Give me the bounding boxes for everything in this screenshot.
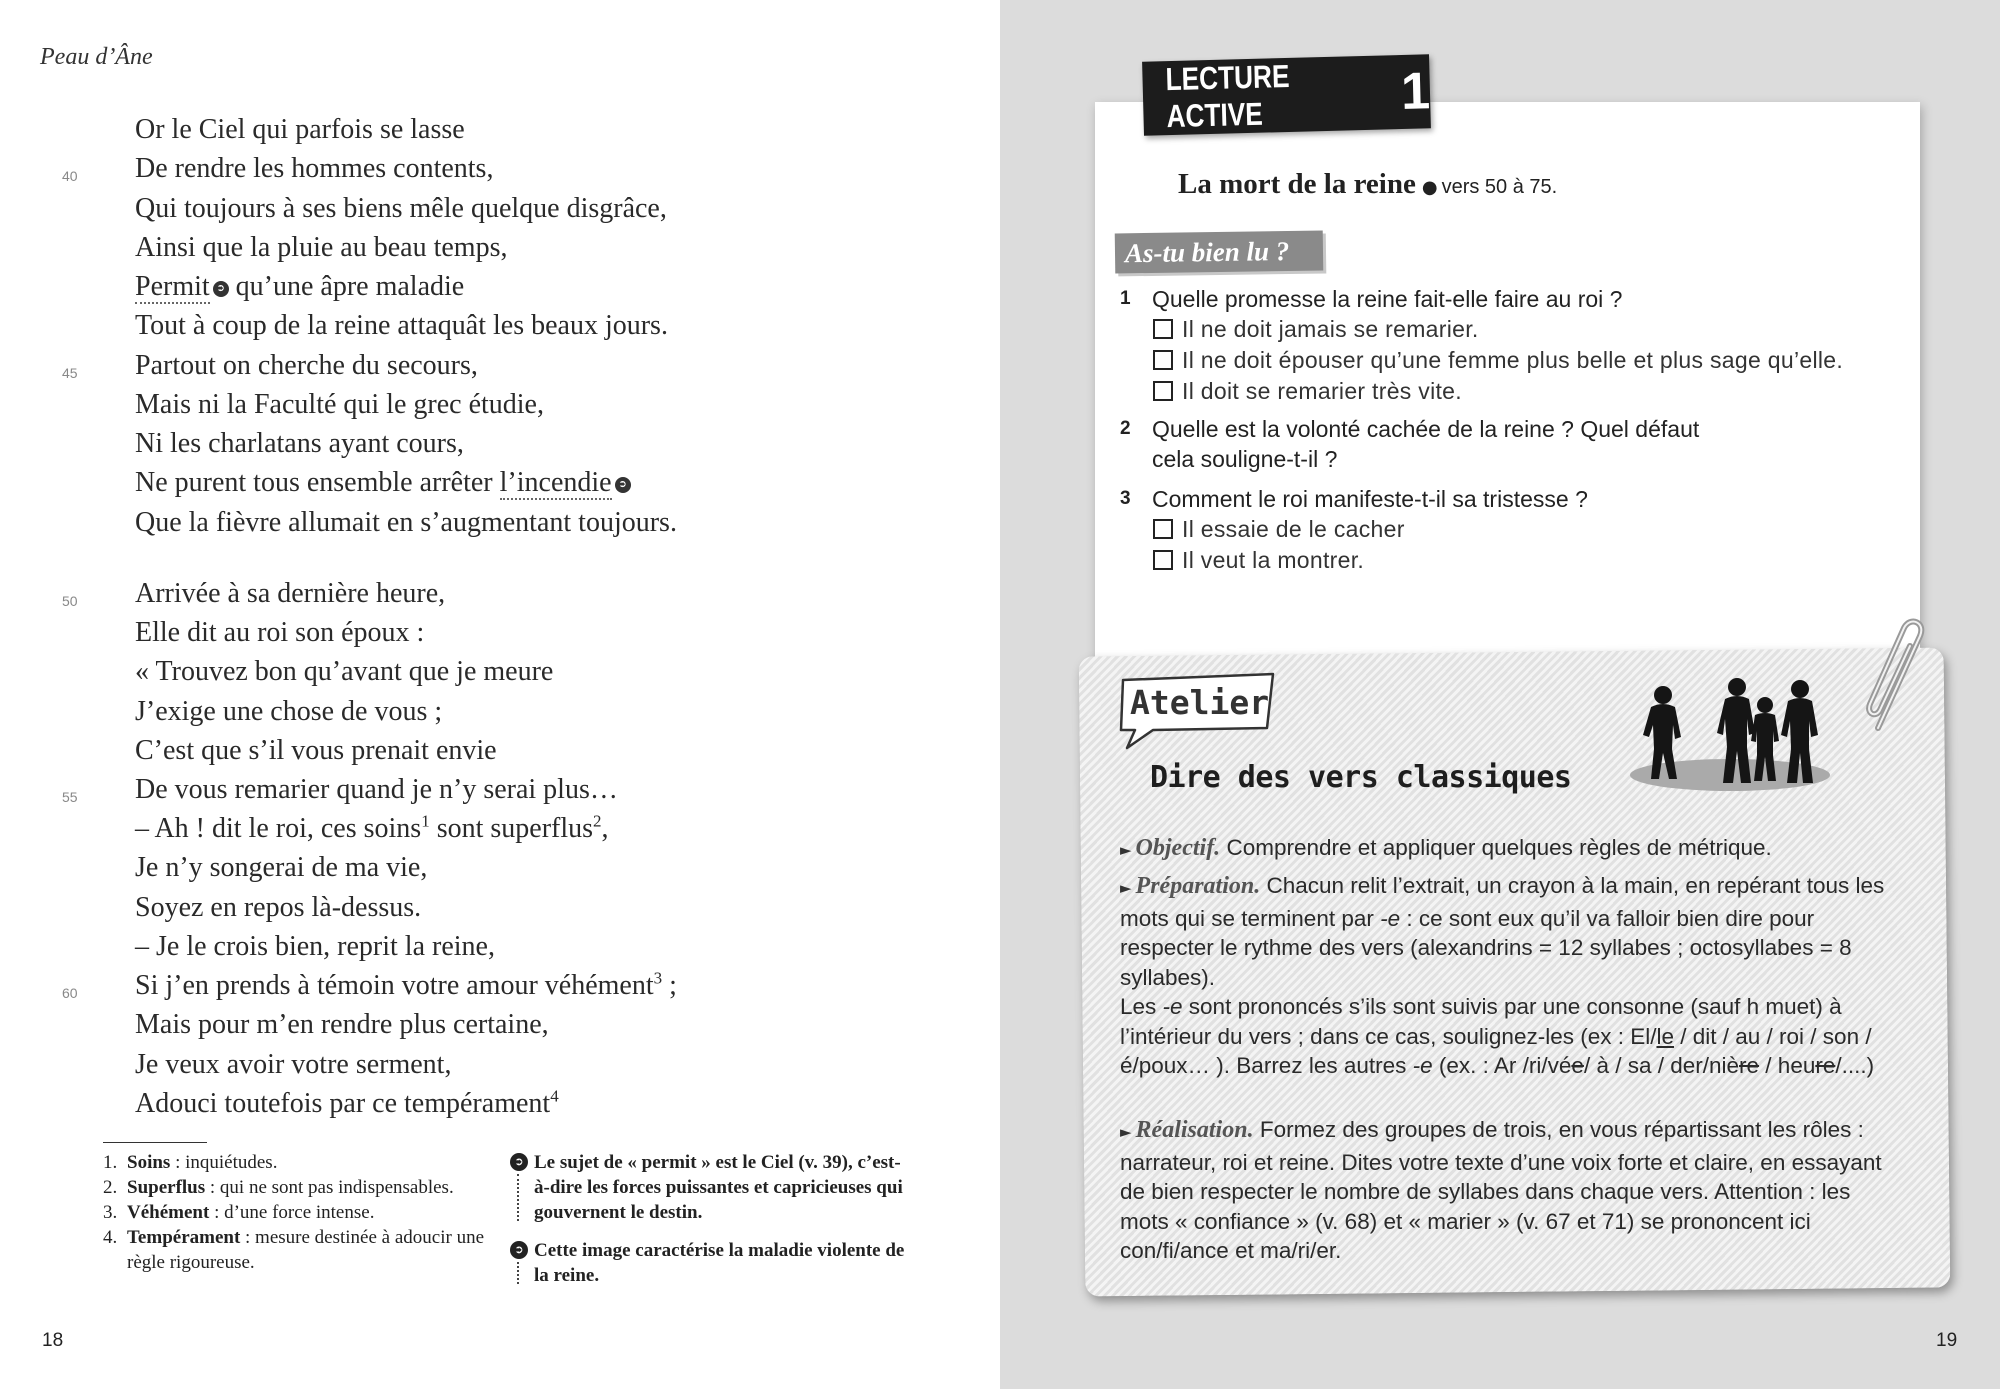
question-text: Comment le roi manifeste-t-il sa tristesse ? [1152, 486, 1588, 512]
poem-line: – Je le crois bien, reprit la reine, [135, 931, 495, 962]
triangle-icon: ► [1120, 879, 1132, 897]
poem-line-text: Si j’en prends à témoin votre amour véhément [135, 970, 654, 1001]
arrow-icon: ➲ [510, 1153, 528, 1171]
preparation-text: (ex. : Ar /ri/vé [1432, 1053, 1572, 1078]
bullet-icon: ● [1421, 177, 1438, 198]
line-number: 40 [62, 168, 78, 184]
poem-line: Partout on cherche du secours, [135, 350, 478, 381]
question-text: Quelle promesse la reine fait-elle faire au roi ? [1152, 286, 1623, 312]
group-silhouette-icon [1625, 675, 1835, 795]
answer-option[interactable] [1153, 376, 1462, 406]
poem-line [135, 813, 609, 845]
ending-e: -e [1162, 994, 1183, 1019]
poem-line: De rendre les hommes contents, [135, 153, 494, 184]
question-number: 1 [1120, 288, 1131, 309]
poem-line: Elle dit au roi son époux : [135, 617, 425, 648]
checkbox[interactable] [1153, 519, 1173, 539]
poem-line-text: ; [662, 970, 677, 1001]
line-number: 55 [62, 789, 78, 805]
footnote [103, 1175, 503, 1200]
gloss-note [510, 1150, 914, 1225]
reading-title [1178, 168, 1557, 201]
poem-line: J’exige une chose de vous ; [135, 696, 443, 727]
answer-text: Il ne doit épouser qu’une femme plus belle et plus sage qu’elle. [1182, 347, 1844, 373]
poem-line: Tout à coup de la reine attaquât les beaux jours. [135, 310, 668, 341]
gloss-text: Le sujet de « permit » est le Ciel (v. 39), c’est-à-dire les forces puissantes et capricieuses qui gouvernent le destin. [534, 1152, 903, 1223]
poem-line: Ainsi que la pluie au beau temps, [135, 232, 508, 263]
gloss-marker-icon: ➲ [615, 477, 631, 493]
paperclip-icon [1858, 616, 1938, 736]
footnote-number: 2. [103, 1177, 118, 1198]
tab-number: 1 [1400, 62, 1431, 121]
poem-line: Mais ni la Faculté qui le grec étudie, [135, 389, 544, 420]
preparation-paragraph [1120, 871, 1900, 1081]
footnote-definition: : qui ne sont pas indispensables. [205, 1177, 454, 1198]
answer-text: Il ne doit jamais se remarier. [1182, 316, 1479, 342]
checkbox[interactable] [1153, 350, 1173, 370]
poem-line-text: Adouci toutefois par ce tempérament [135, 1088, 551, 1119]
poem-line: De vous remarier quand je n’y serai plus… [135, 774, 618, 805]
realisation-paragraph [1120, 1115, 1900, 1266]
preparation-text: Chacun relit l’extrait, un crayon à la main, en repérant tous les mots qui se terminent par [1120, 873, 1885, 931]
preparation-text: / dit / au / roi / son / é/poux… ). Barrez les autres [1120, 1023, 1872, 1078]
poem-line: Je veux avoir votre serment, [135, 1049, 452, 1080]
question [1120, 484, 1760, 514]
question-number: 3 [1120, 488, 1131, 509]
poem-line: Mais pour m’en rendre plus certaine, [135, 1009, 549, 1040]
realisation-label: Réalisation. [1135, 1117, 1254, 1143]
footnote-ref[interactable]: 2 [593, 811, 602, 831]
answer-option[interactable] [1153, 514, 1405, 544]
footnote-divider [103, 1142, 207, 1143]
footnote-number: 3. [103, 1202, 118, 1223]
checkbox[interactable] [1153, 381, 1173, 401]
footnote-ref[interactable]: 4 [550, 1086, 559, 1106]
realisation-text: Formez des groupes de trois, en vous répartissant les rôles : narrateur, roi et reine. Dites votre texte d’une voix forte et claire, en essayant de bien respecter le nombre de syllabes dans chaque vers. Attention : les mots « confiance » (v. 68) et « marier » (v. 67 et 71) se prononcent ici con/fi/ance et ma/ri/er. [1120, 1117, 1882, 1263]
triangle-icon: ► [1120, 841, 1132, 859]
answer-option[interactable] [1153, 345, 1843, 375]
preparation-text: / à / sa / der/niè [1583, 1053, 1740, 1078]
atelier-title: Dire des vers classiques [1150, 760, 1572, 795]
answer-option[interactable] [1153, 314, 1479, 344]
poem-line: C’est que s’il vous prenait envie [135, 735, 497, 766]
footnote-definition: : d’une force intense. [209, 1202, 375, 1223]
underlined-syllable: le [1656, 1023, 1674, 1049]
poem-line: Que la fièvre allumait en s’augmentant toujours. [135, 507, 677, 538]
poem-line-text: , [601, 813, 609, 844]
poem-line: Je n’y songerai de ma vie, [135, 852, 428, 883]
poem-line: Arrivée à sa dernière heure, [135, 578, 446, 609]
footnote-number: 4. [103, 1227, 118, 1248]
footnote-term: Soins [127, 1152, 171, 1173]
gloss-text: Cette image caractérise la maladie violente de la reine. [534, 1240, 905, 1286]
objective-label: Objectif. [1135, 835, 1221, 861]
objective-text: Comprendre et appliquer quelques règles de métrique. [1220, 835, 1772, 860]
tab-label: LECTURE ACTIVE [1165, 57, 1290, 135]
struck-syllable: re [1815, 1053, 1836, 1078]
poem-line: « Trouvez bon qu’avant que je meure [135, 656, 554, 687]
gloss-marker-icon: ➲ [213, 281, 229, 297]
preparation-label: Préparation. [1135, 873, 1261, 899]
footnotes [103, 1150, 503, 1275]
question-text: Quelle est la volonté cachée de la reine ? Quel défaut cela souligne-t-il ? [1152, 416, 1700, 472]
question [1120, 284, 1760, 314]
poem-line: Soyez en repos là-dessus. [135, 892, 422, 923]
footnote [103, 1225, 503, 1275]
glossed-word-incendie[interactable]: l’incendie [499, 467, 612, 498]
preparation-text: sont prononcés s’ils sont suivis par une consonne (sauf h muet) à l’intérieur du vers ; dans ce cas, soulignez-les (ex : El/ [1120, 994, 1842, 1049]
triangle-icon: ► [1120, 1123, 1132, 1141]
answer-text: Il doit se remarier très vite. [1182, 378, 1462, 404]
footnote-ref[interactable]: 3 [653, 968, 663, 988]
poem-line [135, 1088, 559, 1120]
objective-paragraph [1120, 833, 1900, 866]
poem-line [135, 271, 464, 303]
footnote [103, 1150, 503, 1175]
footnote-definition: : mesure destinée à adoucir une règle rigoureuse. [127, 1227, 485, 1273]
poem-line-text: Ne purent tous ensemble arrêter [135, 467, 493, 498]
ending-e: -e [1380, 905, 1401, 931]
page-number: 19 [1936, 1330, 1958, 1351]
poem-line: Or le Ciel qui parfois se lasse [135, 114, 465, 145]
preparation-text: / heu [1759, 1053, 1816, 1078]
poem-line-text: qu’une âpre maladie [235, 271, 465, 302]
atelier-label: Atelier [1130, 683, 1270, 722]
poem-line-text: sont superflus [429, 813, 594, 844]
preparation-text: : ce sont eux qu’il va falloir bien dire pour respecter le rythme des vers (alexandrins = 12 syllabes ; octosyllabes = 8 syllabes). [1120, 905, 1852, 990]
gloss-note [510, 1238, 914, 1288]
struck-syllable: re [1739, 1053, 1760, 1078]
checkbox[interactable] [1153, 550, 1173, 570]
checkbox[interactable] [1153, 319, 1173, 339]
running-head: Peau d’Âne [40, 44, 153, 70]
footnote-term: Superflus [127, 1177, 206, 1198]
line-number: 45 [62, 365, 78, 381]
footnote-term: Tempérament [127, 1227, 241, 1248]
arrow-icon: ➲ [510, 1241, 528, 1259]
reading-verses: vers 50 à 75. [1441, 176, 1558, 198]
answer-text: Il veut la montrer. [1182, 547, 1365, 573]
lecture-active-tab [1142, 54, 1431, 135]
poem-line [135, 467, 631, 499]
poem-line: Ni les charlatans ayant cours, [135, 428, 464, 459]
preparation-text: /....) [1835, 1053, 1875, 1078]
poem-line [135, 970, 677, 1002]
line-number: 60 [62, 985, 78, 1001]
footnote-term: Véhément [127, 1202, 210, 1223]
footnote [103, 1200, 503, 1225]
preparation-text: Les [1120, 994, 1163, 1019]
poem-line: Qui toujours à ses biens mêle quelque disgrâce, [135, 193, 667, 224]
page-number: 18 [42, 1330, 64, 1351]
answer-option[interactable] [1153, 545, 1364, 575]
ending-e: -e [1412, 1053, 1433, 1078]
struck-syllable: e [1571, 1053, 1584, 1078]
footnote-number: 1. [103, 1152, 118, 1173]
answer-text: Il essaie de le cacher [1182, 516, 1405, 542]
footnote-definition: : inquiétudes. [170, 1152, 278, 1173]
question-number: 2 [1120, 418, 1131, 439]
question [1120, 414, 1740, 474]
line-number: 50 [62, 593, 78, 609]
glossed-word-permit[interactable]: Permit [135, 271, 210, 302]
section-heading: As-tu bien lu ? [1115, 231, 1324, 274]
poem-line-text: – Ah ! dit le roi, ces soins [135, 813, 422, 844]
footnote-ref[interactable]: 1 [421, 811, 430, 831]
reading-title-main: La mort de la reine [1178, 168, 1416, 200]
